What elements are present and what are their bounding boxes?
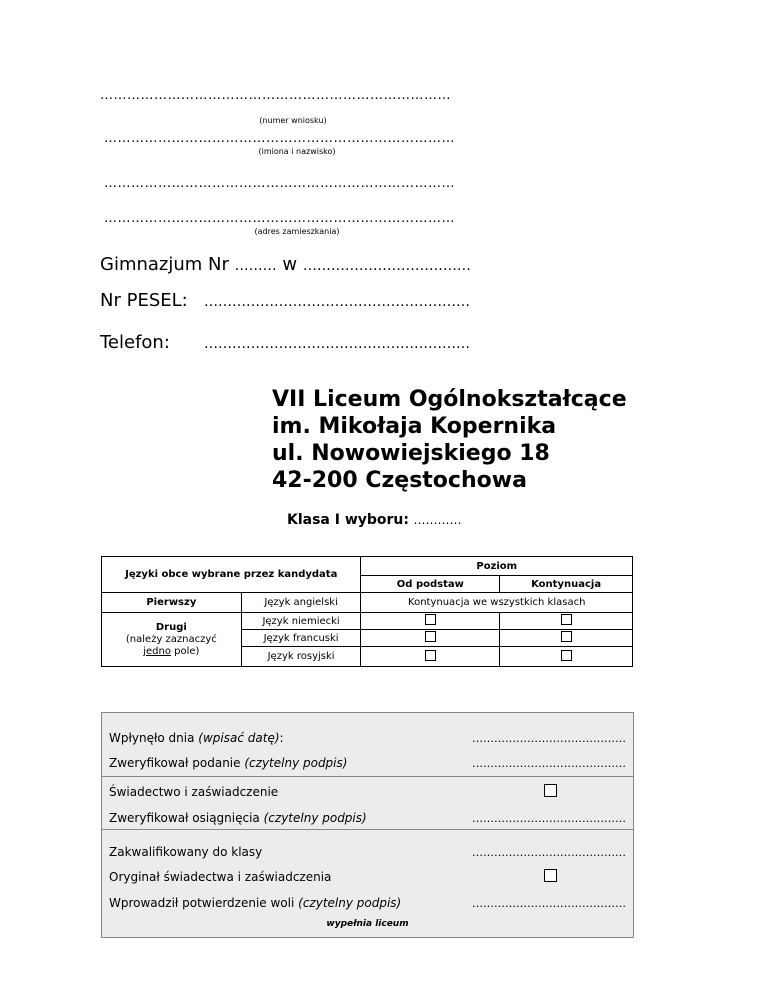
- gimnazjum-row: [100, 254, 471, 275]
- telefon-label: Telefon:: [100, 332, 170, 353]
- klasa-label: Klasa I wyboru:: [287, 512, 410, 528]
- application-number-line[interactable]: ……………………………………………………………………: [100, 88, 451, 103]
- german-kontynuacja-cell: [500, 613, 633, 630]
- wplynelo-field[interactable]: ……………………………………: [472, 732, 626, 745]
- pesel-field[interactable]: …………………………………………………: [204, 294, 470, 310]
- second-language-note-a: (należy zaznaczyć: [125, 633, 217, 645]
- wprowadzil-hint: (czytelny podpis): [298, 896, 402, 910]
- kontynuacja-header: Kontynuacja: [500, 576, 633, 593]
- office-footer: wypełnia liceum: [326, 919, 409, 929]
- zweryf-osiagniecia-text: Zweryfikował osiągnięcia: [109, 811, 260, 825]
- second-language-label-cell: [102, 613, 242, 667]
- school-patron: im. Mikołaja Kopernika: [272, 414, 557, 439]
- second-language-label: Drugi: [155, 621, 187, 633]
- oryginal-label: Oryginał świadectwa i zaświadczenia: [109, 870, 332, 884]
- school-name: VII Liceum Ogólnokształcące: [272, 387, 627, 412]
- oryginal-checkbox[interactable]: [544, 869, 557, 882]
- address-line-1[interactable]: ……………………………………………………………………: [104, 176, 455, 191]
- poziom-header: Poziom: [361, 557, 633, 576]
- german-od-podstaw-checkbox[interactable]: [425, 614, 436, 625]
- german-kontynuacja-checkbox[interactable]: [561, 614, 572, 625]
- application-number-caption: (numer wniosku): [259, 116, 327, 125]
- first-language-note: Kontynuacja we wszystkich klasach: [361, 593, 633, 613]
- language-german: Język niemiecki: [241, 613, 361, 630]
- language-french: Język francuski: [241, 630, 361, 647]
- school-street: ul. Nowowiejskiego 18: [272, 441, 550, 466]
- pesel-label: Nr PESEL:: [100, 290, 188, 311]
- wplynelo-label: [109, 731, 284, 745]
- zweryf-osiagniecia-field[interactable]: ……………………………………: [472, 812, 626, 825]
- klasa-row: [287, 512, 461, 528]
- address-line-2[interactable]: ……………………………………………………………………: [104, 211, 455, 226]
- russian-od-podstaw-checkbox[interactable]: [425, 650, 436, 661]
- second-language-note-c: pole): [174, 645, 200, 657]
- school-address: [272, 386, 627, 494]
- zweryf-osiagniecia-label: [109, 811, 367, 825]
- first-language-name: Język angielski: [241, 593, 361, 613]
- german-od-podstaw-cell: [361, 613, 500, 630]
- zweryf-podanie-label: [109, 756, 347, 770]
- office-divider-1: [102, 776, 633, 777]
- first-language-label: Pierwszy: [102, 593, 242, 613]
- gimnazjum-number-field[interactable]: ………: [234, 258, 277, 274]
- telefon-field[interactable]: …………………………………………………: [204, 336, 470, 352]
- zweryf-podanie-field[interactable]: ……………………………………: [472, 757, 626, 770]
- full-name-caption: (imiona i nazwisko): [258, 147, 336, 156]
- swiadectwo-checkbox[interactable]: [544, 784, 557, 797]
- zweryf-podanie-hint: (czytelny podpis): [244, 756, 348, 770]
- french-kontynuacja-cell: [500, 630, 633, 647]
- gimnazjum-place-field[interactable]: ………………………………: [302, 258, 471, 274]
- full-name-line[interactable]: ……………………………………………………………………: [104, 131, 455, 146]
- second-language-note: [102, 646, 241, 658]
- office-use-box: [101, 712, 634, 938]
- wplynelo-hint: (wpisać datę): [198, 731, 280, 745]
- second-language-note-b: jedno: [143, 645, 171, 657]
- zweryf-osiagniecia-hint: (czytelny podpis): [263, 811, 367, 825]
- gimnazjum-label: Gimnazjum Nr: [100, 254, 229, 275]
- french-od-podstaw-cell: [361, 630, 500, 647]
- zweryf-podanie-text: Zweryfikował podanie: [109, 756, 241, 770]
- wplynelo-colon: :: [279, 731, 284, 745]
- gimnazjum-w: w: [282, 254, 298, 275]
- russian-od-podstaw-cell: [361, 647, 500, 667]
- wprowadzil-text: Wprowadził potwierdzenie woli: [109, 896, 295, 910]
- wprowadzil-label: [109, 896, 401, 910]
- french-od-podstaw-checkbox[interactable]: [425, 631, 436, 642]
- language-table: [101, 556, 633, 667]
- zakwalifikowany-field[interactable]: ……………………………………: [472, 846, 626, 859]
- russian-kontynuacja-cell: [500, 647, 633, 667]
- school-city: 42-200 Częstochowa: [272, 468, 527, 493]
- wprowadzil-field[interactable]: ……………………………………: [472, 897, 626, 910]
- zakwalifikowany-label: Zakwalifikowany do klasy: [109, 845, 263, 859]
- office-divider-2: [102, 829, 633, 830]
- address-caption: (adres zamieszkania): [254, 227, 340, 236]
- french-kontynuacja-checkbox[interactable]: [561, 631, 572, 642]
- wplynelo-text: Wpłynęło dnia: [109, 731, 195, 745]
- od-podstaw-header: Od podstaw: [361, 576, 500, 593]
- russian-kontynuacja-checkbox[interactable]: [561, 650, 572, 661]
- language-russian: Język rosyjski: [241, 647, 361, 667]
- klasa-field[interactable]: …………: [413, 513, 462, 527]
- languages-header: Języki obce wybrane przez kandydata: [102, 557, 361, 593]
- swiadectwo-label: Świadectwo i zaświadczenie: [109, 785, 279, 799]
